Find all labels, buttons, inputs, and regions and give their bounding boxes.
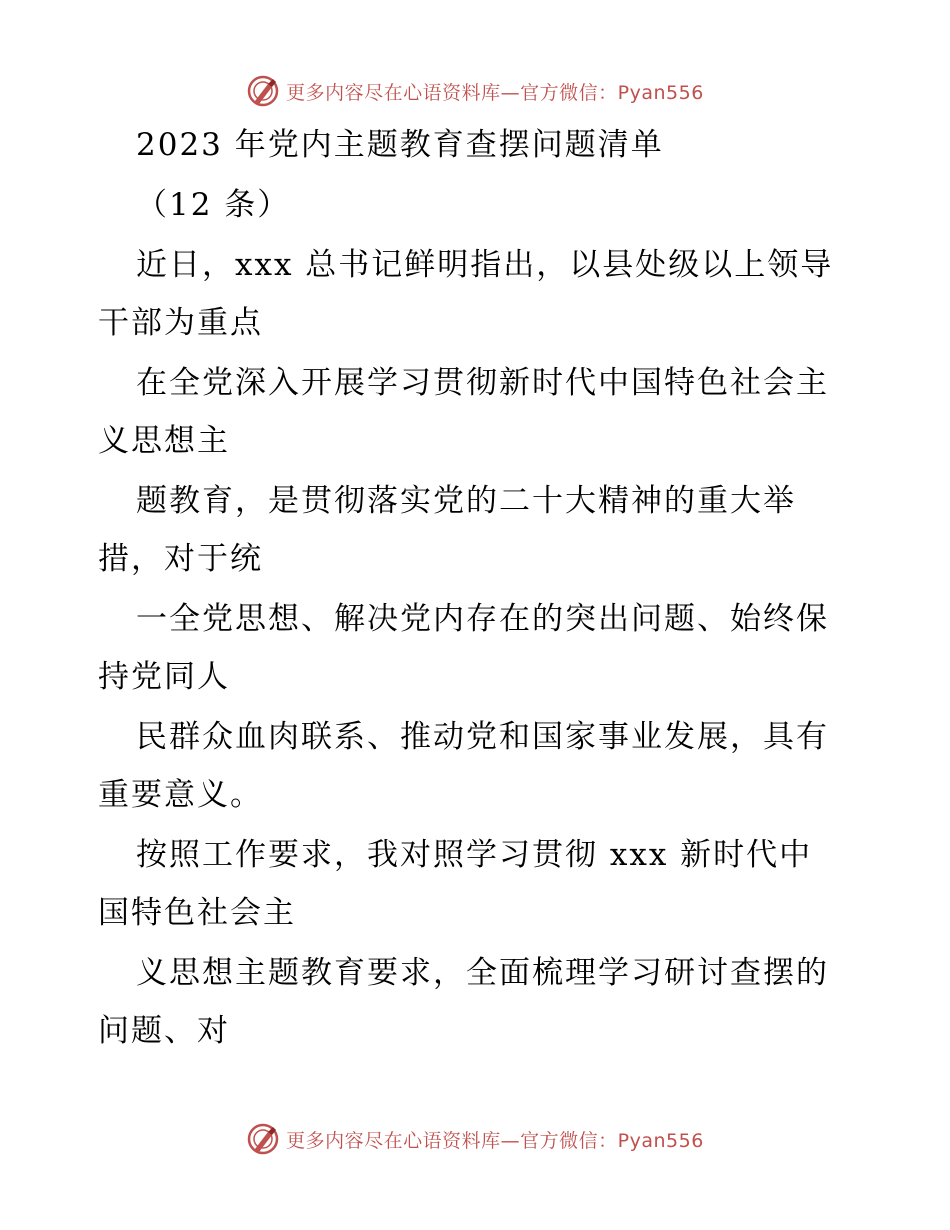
paragraph-line: 按照工作要求，我对照学习贯彻 xxx 新时代中 [136,837,813,873]
paragraph-line: 义思想主 [98,423,230,459]
watermark-text: 更多内容尽在心语资料库—官方微信：Pyan556 [286,1129,704,1152]
paragraph-line: 民群众血肉联系、推动党和国家事业发展，具有 [136,719,829,755]
paragraph-line: 措，对于统 [98,541,263,577]
paragraph-line: 在全党深入开展学习贯彻新时代中国特色社会主 [136,365,829,401]
paragraph-line: 问题、对 [98,1013,230,1049]
footer-watermark [0,1119,950,1159]
pen-logo-icon [246,1122,280,1156]
header-watermark [0,71,950,111]
paragraph-line: 一全党思想、解决党内存在的突出问题、始终保 [136,601,829,637]
paragraph-line: 持党同人 [98,659,230,695]
paragraph-line: 近日，xxx 总书记鲜明指出，以县处级以上领导 [136,247,834,283]
watermark-text: 更多内容尽在心语资料库—官方微信：Pyan556 [286,81,704,104]
pen-logo-icon [246,74,280,108]
paragraph-line: 干部为重点 [98,305,263,341]
paragraph-line: 重要意义。 [98,777,263,813]
paragraph-line: 题教育，是贯彻落实党的二十大精神的重大举 [136,483,796,519]
paragraph-line: 义思想主题教育要求，全面梳理学习研讨查摆的 [136,955,829,991]
doc-subtitle: （12 条） [136,187,291,223]
paragraph-line: 国特色社会主 [98,895,296,931]
doc-title: 2023 年党内主题教育查摆问题清单 [136,127,664,163]
